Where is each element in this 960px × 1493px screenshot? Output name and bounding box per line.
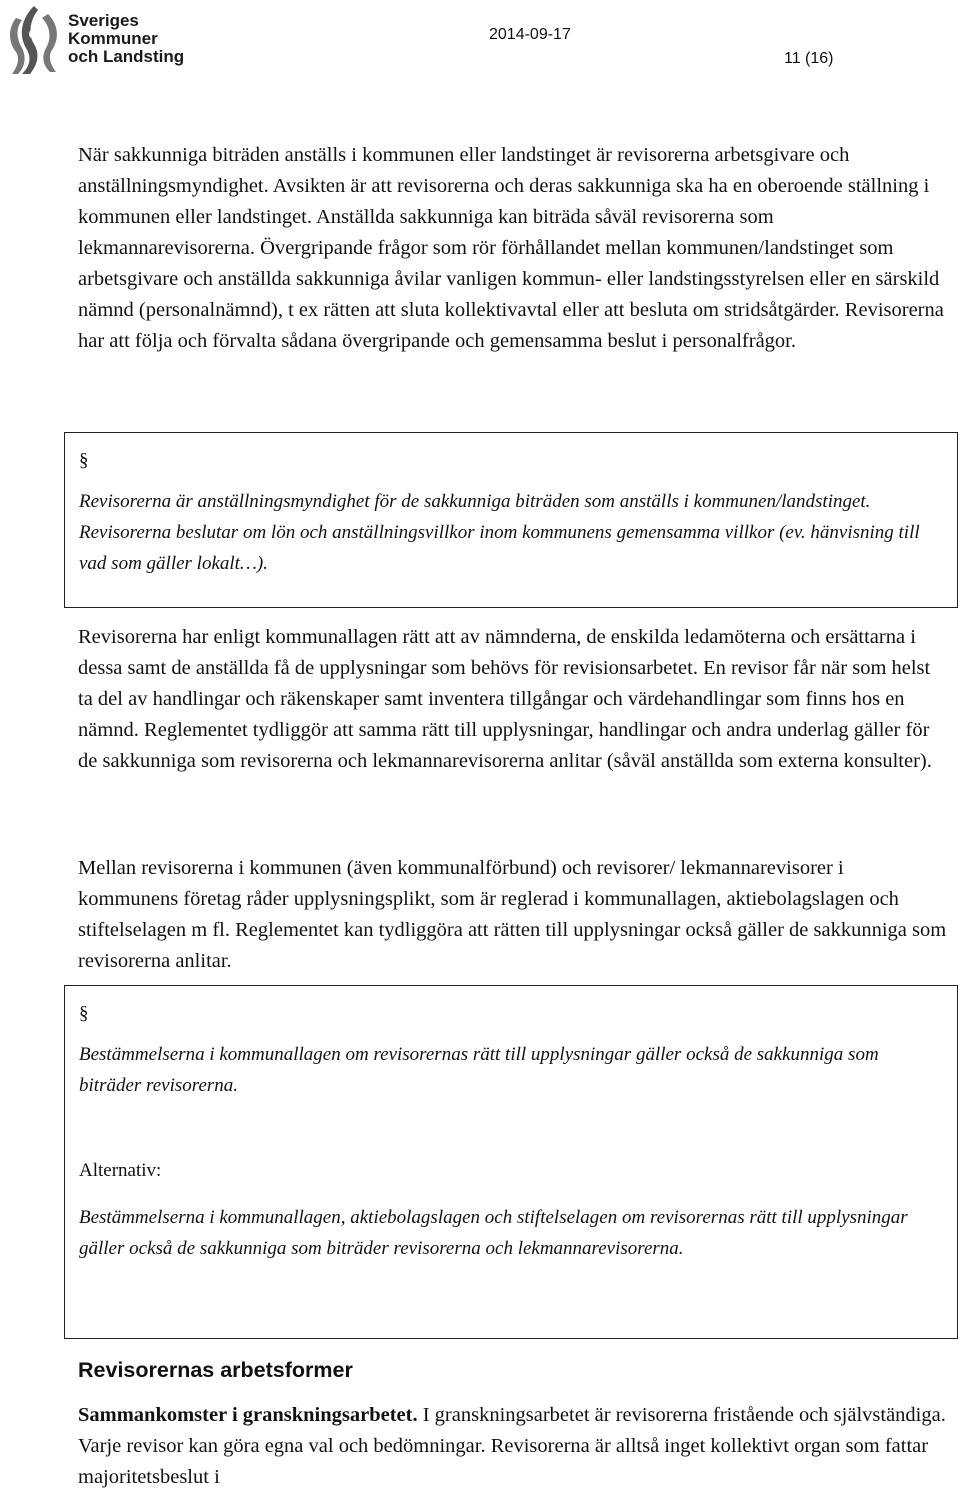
paragraph-2-container bbox=[78, 622, 948, 777]
regulation-box-2 bbox=[64, 985, 958, 1339]
paragraph-2: Revisorerna har enligt kommunallagen rätt att av nämnderna, de enskilda ledamöterna och ersättarna i dessa samt de anställda få de upplysningar som behövs för revisionsarbetet. En revisor får när som helst ta del av handlingar och räkenskaper samt inventera tillgångar och värdehandlingar som finns hos en nämnd. Reglementet tydliggör att samma rätt till upplysningar, handlingar och andra underlag gäller för de sakkunniga som revisorerna och lekmannarevisorerna anlitar (såväl anställda som externa konsulter). bbox=[78, 626, 932, 772]
paragraph-4-lead: Sammankomster i granskningsarbetet. bbox=[78, 1404, 418, 1426]
paragraph-1: När sakkunniga biträden anställs i kommunen eller landstinget är revisorerna arbetsgivare och anställningsmyndighet. Avsikten är att revisorerna och deras sakkunniga ska ha en oberoende ställning i kommunen eller landstinget. Anställda sakkunniga kan biträda såväl revisorerna som lekmannarevisorerna. Övergripande frågor som rör förhållandet mellan kommunen/landstinget som arbetsgivare och anställda sakkunniga åvilar vanligen kommun- eller landstingsstyrelsen eller en särskild nämnd (personalnämnd), t ex rätten att sluta kollektivavtal eller att besluta om stridsåtgärder. Revisorerna har att följa och förvalta sådana övergripande och gemensamma beslut i personalfrågor. bbox=[78, 144, 944, 352]
section-symbol-1: § bbox=[79, 450, 89, 471]
section-heading: Revisorernas arbetsformer bbox=[78, 1358, 353, 1382]
paragraph-4-text: I granskningsarbetet är revisorerna fristående och självständiga. Varje revisor kan göra egna val och bedömningar. Revisorerna är alltså inget kollektivt organ som fattar majoritetsbeslut i bbox=[78, 1404, 946, 1488]
regulation-text-2: Bestämmelserna i kommunallagen om revisorernas rätt till upplysningar gäller också de sakkunniga som biträder revisorerna. bbox=[79, 1044, 879, 1096]
regulation-text-3: Bestämmelserna i kommunallagen, aktiebolagslagen och stiftelselagen om revisorernas rätt till upplysningar gäller också de sakkunniga som biträder revisorerna och lekmannarevisorerna. bbox=[79, 1207, 908, 1259]
paragraph-3-container bbox=[78, 853, 948, 977]
page-header bbox=[0, 0, 960, 90]
section-symbol-2: § bbox=[79, 1003, 89, 1024]
regulation-text-1: Revisorerna är anställningsmyndighet för de sakkunniga biträden som anställs i kommunen/landstinget. Revisorerna beslutar om lön och anställningsvillkor inom kommunens gemensamma villkor (ev. hänvisning till vad som gäller lokalt…). bbox=[79, 491, 920, 574]
page-number: 11 (16) bbox=[784, 50, 834, 67]
skl-logo bbox=[4, 4, 194, 76]
paragraph-4 bbox=[78, 1400, 948, 1493]
paragraph-4-container bbox=[78, 1400, 948, 1493]
document-date: 2014-09-17 bbox=[489, 26, 571, 43]
skl-emblem-icon bbox=[4, 4, 64, 76]
logo-line-2: Kommuner bbox=[68, 29, 158, 48]
logo-line-3: och Landsting bbox=[68, 47, 185, 66]
paragraph-1-container bbox=[78, 140, 948, 357]
logo-line-1: Sveriges bbox=[68, 11, 139, 30]
paragraph-3: Mellan revisorerna i kommunen (även kommunalförbund) och revisorer/ lekmannarevisorer i kommunens företag råder upplysningsplikt, som är reglerad i kommunallagen, aktiebolagslagen och stiftelselagen m fl. Reglementet kan tydliggöra att rätten till upplysningar också gäller de sakkunniga som revisorerna anlitar. bbox=[78, 857, 947, 972]
logo-wordmark bbox=[68, 12, 184, 66]
alternative-label: Alternativ: bbox=[79, 1160, 162, 1181]
regulation-box-1 bbox=[64, 432, 958, 608]
